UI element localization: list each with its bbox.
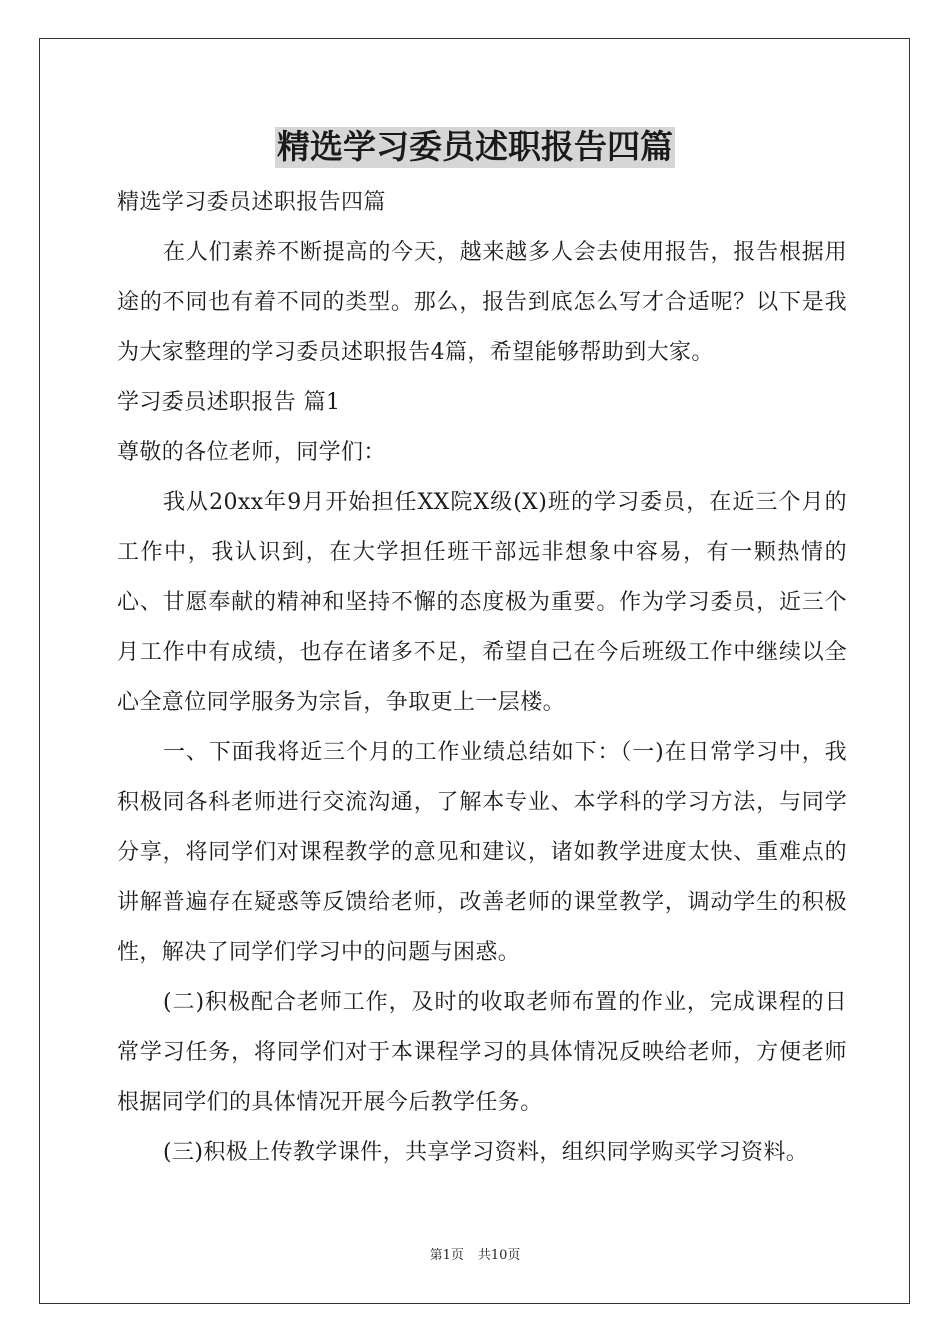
document-body: [117, 178, 847, 1178]
body-paragraph-3: (二)积极配合老师工作，及时的收取老师布置的作业，完成课程的日常学习任务，将同学们对于本课程学习的具体情况反映给老师，方便老师根据同学们的具体情况开展今后教学任务。: [117, 990, 847, 1115]
salutation: 尊敬的各位老师，同学们：: [117, 440, 386, 465]
page-footer: [0, 1248, 950, 1264]
document-subtitle: 精选学习委员述职报告四篇: [117, 190, 386, 215]
body-paragraph-4: (三)积极上传教学课件，共享学习资料，组织同学购买学习资料。: [163, 1140, 809, 1165]
document-title: [0, 127, 950, 168]
body-paragraph-1: 我从20xx年9月开始担任XX院X级(X)班的学习委员，在近三个月的工作中，我认识到，在大学担任班干部远非想象中容易，有一颗热情的心、甘愿奉献的精神和坚持不懈的态度极为重要。作为学习委员，近三个月工作中有成绩，也存在诸多不足，希望自己在今后班级工作中继续以全心全意位同学服务为宗旨，争取更上一层楼。: [117, 490, 847, 715]
document-title-text: 精选学习委员述职报告四篇: [277, 127, 673, 166]
section-heading: 学习委员述职报告 篇1: [117, 390, 341, 415]
body-paragraph-2: 一、下面我将近三个月的工作业绩总结如下：（一)在日常学习中，我积极同各科老师进行交流沟通，了解本专业、本学科的学习方法，与同学分享，将同学们对课程教学的意见和建议，诸如教学进度太快、重难点的讲解普遍存在疑惑等反馈给老师，改善老师的课堂教学，调动学生的积极性，解决了同学们学习中的问题与困惑。: [117, 740, 847, 965]
intro-paragraph: 在人们素养不断提高的今天，越来越多人会去使用报告，报告根据用途的不同也有着不同的类型。那么，报告到底怎么写才合适呢？以下是我为大家整理的学习委员述职报告4篇，希望能够帮助到大家。: [117, 240, 847, 365]
page-total: 共10页: [477, 1248, 521, 1263]
page-number: 第1页: [429, 1248, 464, 1263]
